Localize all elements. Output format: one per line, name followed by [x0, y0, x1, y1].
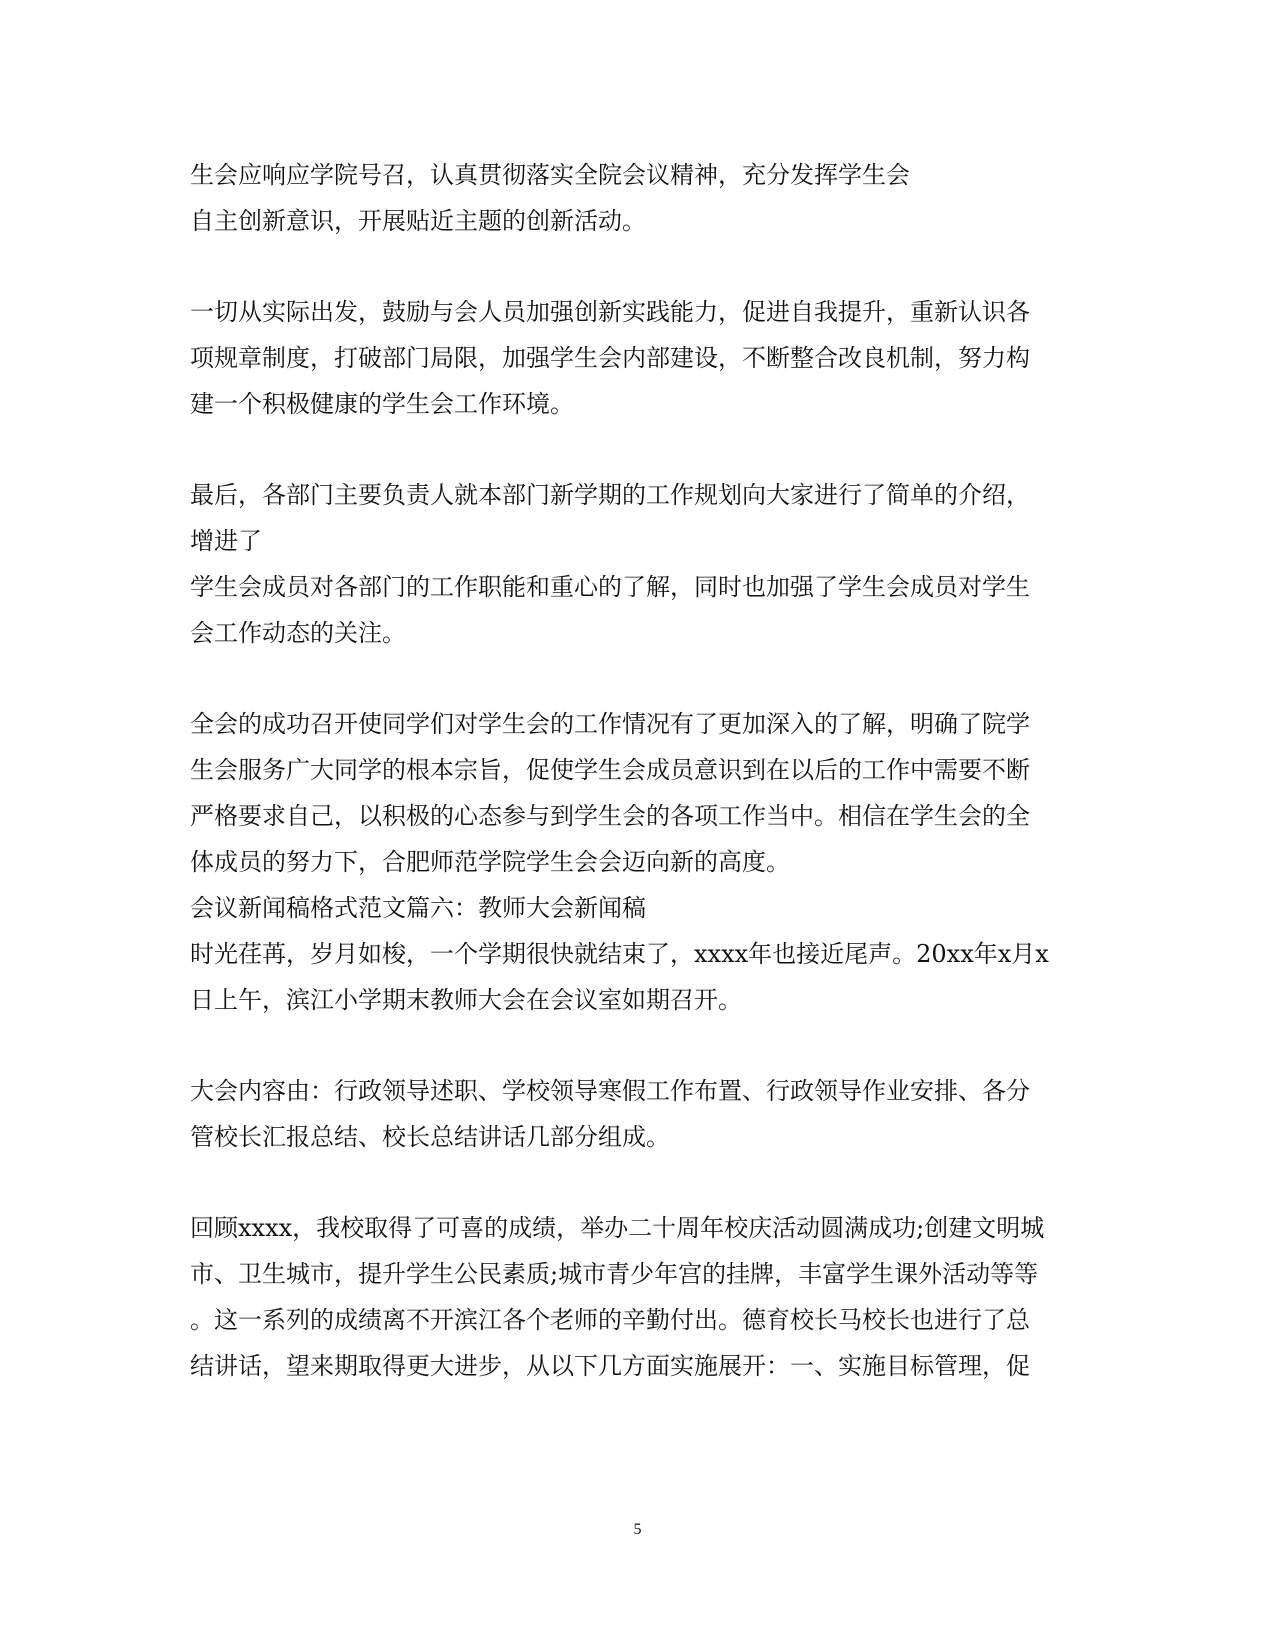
text-line: 时光荏苒，岁月如梭，一个学期很快就结束了，xxxx年也接近尾声。20xx年x月x [190, 940, 1049, 968]
text-line: 一切从实际出发，鼓励与会人员加强创新实践能力，促进自我提升，重新认识各 [190, 298, 1030, 326]
text-line: 项规章制度，打破部门局限，加强学生会内部建设，不断整合改良机制，努力构 [190, 344, 1030, 372]
text-line: 管校长汇报总结、校长总结讲话几部分组成。 [190, 1123, 670, 1151]
text-line: 日上午，滨江小学期末教师大会在会议室如期召开。 [190, 986, 742, 1014]
text-line: 会工作动态的关注。 [190, 619, 406, 647]
text-line: 增进了 [190, 527, 262, 555]
text-line: 学生会成员对各部门的工作职能和重心的了解，同时也加强了学生会成员对学生 [190, 573, 1030, 601]
text-line: 自主创新意识，开展贴近主题的创新活动。 [190, 207, 646, 235]
text-line: 最后，各部门主要负责人就本部门新学期的工作规划向大家进行了简单的介绍， [190, 481, 1030, 509]
text-line: 全会的成功召开使同学们对学生会的工作情况有了更加深入的了解，明确了院学 [190, 710, 1030, 738]
text-line: 生会服务广大同学的根本宗旨，促使学生会成员意识到在以后的工作中需要不断 [190, 756, 1030, 784]
text-line: 大会内容由：行政领导述职、学校领导寒假工作布置、行政领导作业安排、各分 [190, 1077, 1030, 1105]
text-line: 严格要求自己，以积极的心态参与到学生会的各项工作当中。相信在学生会的全 [190, 802, 1030, 830]
section-heading: 会议新闻稿格式范文篇六：教师大会新闻稿 [190, 894, 646, 922]
page-number: 5 [633, 1521, 642, 1538]
text-line: 。这一系列的成绩离不开滨江各个老师的辛勤付出。德育校长马校长也进行了总 [190, 1306, 1030, 1334]
text-line: 体成员的努力下，合肥师范学院学生会会迈向新的高度。 [190, 848, 790, 876]
text-line: 回顾xxxx，我校取得了可喜的成绩，举办二十周年校庆活动圆满成功;创建文明城 [190, 1214, 1045, 1242]
text-line: 生会应响应学院号召，认真贯彻落实全院会议精神，充分发挥学生会 [190, 161, 910, 189]
text-line: 市、卫生城市，提升学生公民素质;城市青少年宫的挂牌，丰富学生课外活动等等 [190, 1260, 1039, 1288]
text-line: 结讲话，望来期取得更大进步，从以下几方面实施展开：一、实施目标管理，促 [190, 1352, 1030, 1380]
text-line: 建一个积极健康的学生会工作环境。 [190, 390, 574, 418]
